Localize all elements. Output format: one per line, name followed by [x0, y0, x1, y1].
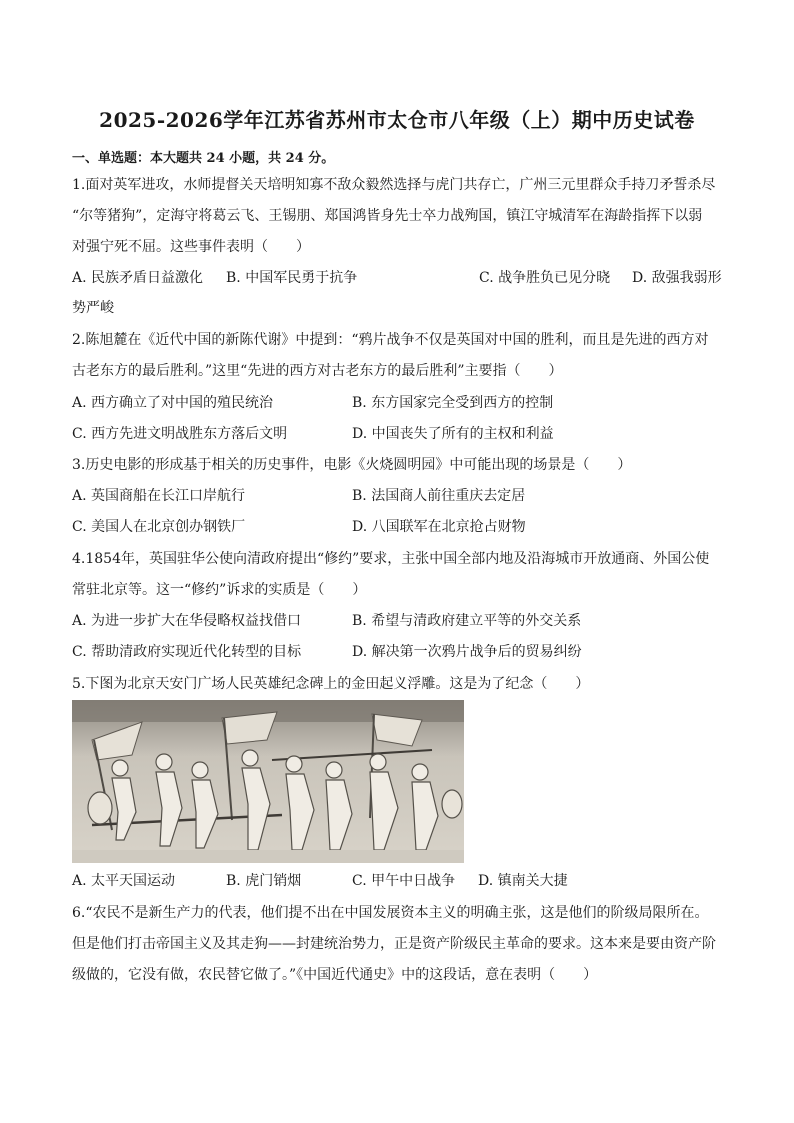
q1-stem-line-3: 对强宁死不屈。这些事件表明（ ） [72, 239, 310, 255]
q2-stem-line-2: 古老东方的最后胜利。”这里“先进的西方对古老东方的最后胜利”主要指（ ） [72, 363, 563, 379]
q3-option-d[interactable]: D. 八国联军在北京抢占财物 [352, 519, 526, 535]
relief-illustration [72, 700, 464, 863]
q2-option-a[interactable]: A. 西方确立了对中国的殖民统治 [72, 395, 274, 411]
exam-title: 2025-2026学年江苏省苏州市太仓市八年级（上）期中历史试卷 [99, 108, 695, 132]
q5-option-a[interactable]: A. 太平天国运动 [72, 873, 176, 889]
jintian-uprising-relief-image [72, 700, 464, 863]
q1-option-a[interactable]: A. 民族矛盾日益激化 [72, 270, 204, 286]
q1-stem-line-2: “尔等猪狗”，定海守将葛云飞、王锡朋、郑国鸿皆身先士卒力战殉国，镇江守城清军在海龄指挥下以弱 [72, 208, 703, 224]
q4-option-d[interactable]: D. 解决第一次鸦片战争后的贸易纠纷 [352, 644, 582, 660]
q3-option-b[interactable]: B. 法国商人前往重庆去定居 [352, 488, 526, 504]
q6-stem-line-3: 级做的，它没有做，农民替它做了。”《中国近代通史》中的这段话，意在表明（ ） [72, 967, 598, 983]
q6-stem-line-2: 但是他们打击帝国主义及其走狗——封建统治势力，正是资产阶级民主革命的要求。这本来是要由资产阶 [72, 936, 716, 952]
q3-option-a[interactable]: A. 英国商船在长江口岸航行 [72, 488, 246, 504]
q1-stem-line-1: 1.面对英军进攻，水师提督关天培明知寡不敌众毅然选择与虎门共存亡，广州三元里群众手持刀矛誓杀尽 [72, 177, 716, 193]
q5-stem-line-1: 5.下图为北京天安门广场人民英雄纪念碑上的金田起义浮雕。这是为了纪念（ ） [72, 676, 590, 692]
q5-option-b[interactable]: B. 虎门销烟 [226, 873, 302, 889]
section-heading: 一、单选题：本大题共 24 小题，共 24 分。 [72, 151, 335, 166]
q2-option-b[interactable]: B. 东方国家完全受到西方的控制 [352, 395, 554, 411]
q4-stem-line-2: 常驻北京等。这一“修约”诉求的实质是（ ） [72, 582, 367, 598]
q2-option-d[interactable]: D. 中国丧失了所有的主权和利益 [352, 426, 554, 442]
q4-option-c[interactable]: C. 帮助清政府实现近代化转型的目标 [72, 644, 302, 660]
q4-option-b[interactable]: B. 希望与清政府建立平等的外交关系 [352, 613, 582, 629]
q1-option-d-continued: 势严峻 [72, 300, 114, 316]
q1-option-c[interactable]: C. 战争胜负已见分晓 [479, 270, 611, 286]
q3-option-c[interactable]: C. 美国人在北京创办钢铁厂 [72, 519, 246, 535]
q5-option-d[interactable]: D. 镇南关大捷 [478, 873, 568, 889]
q1-option-b[interactable]: B. 中国军民勇于抗争 [226, 270, 358, 286]
q4-option-a[interactable]: A. 为进一步扩大在华侵略权益找借口 [72, 613, 302, 629]
q6-stem-line-1: 6.“农民不是新生产力的代表，他们提不出在中国发展资本主义的明确主张，这是他们的阶级局限所在。 [72, 905, 709, 921]
q2-stem-line-1: 2.陈旭麓在《近代中国的新陈代谢》中提到：“鸦片战争不仅是英国对中国的胜利，而且是先进的西方对 [72, 332, 709, 348]
q2-option-c[interactable]: C. 西方先进文明战胜东方落后文明 [72, 426, 288, 442]
q4-stem-line-1: 4.1854年，英国驻华公使向清政府提出“修约”要求，主张中国全部内地及沿海城市开放通商、外国公使 [72, 551, 710, 567]
q3-stem-line-1: 3.历史电影的形成基于相关的历史事件，电影《火烧圆明园》中可能出现的场景是（ ） [72, 457, 632, 473]
q5-option-c[interactable]: C. 甲午中日战争 [352, 873, 456, 889]
q1-option-d[interactable]: D. 敌强我弱形 [632, 270, 722, 286]
